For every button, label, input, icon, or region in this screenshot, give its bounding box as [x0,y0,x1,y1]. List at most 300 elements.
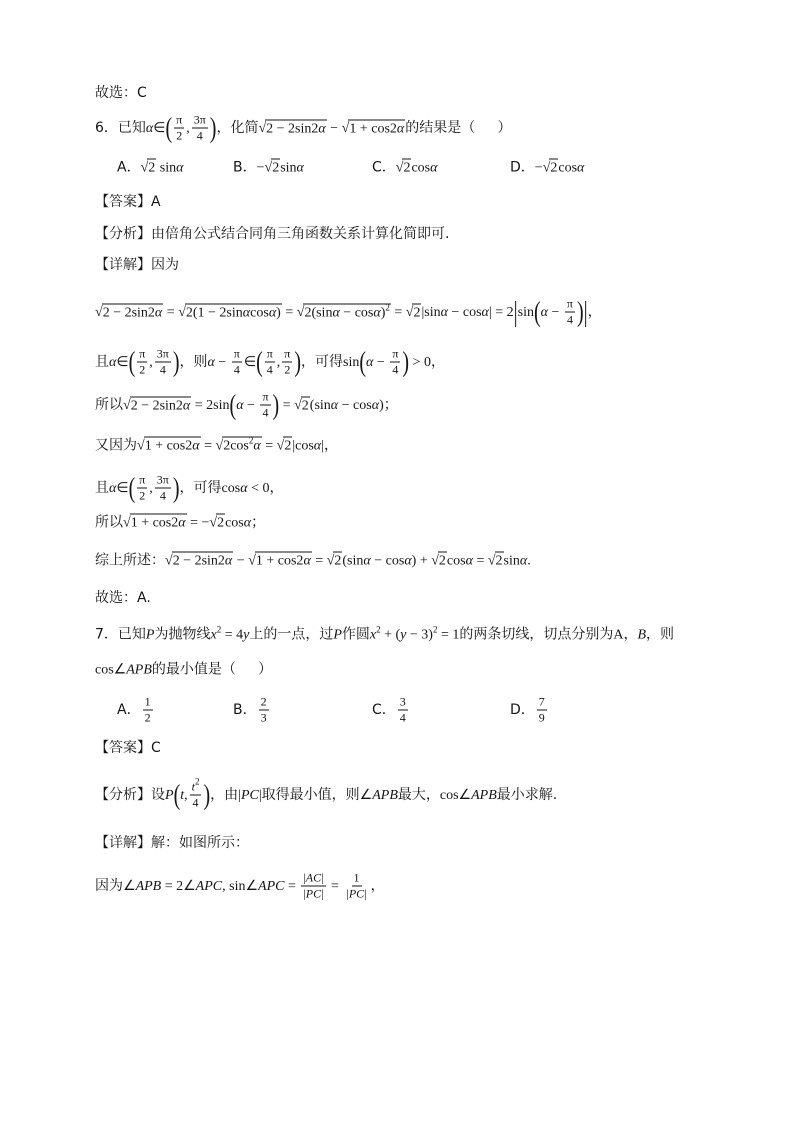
fraction-numerator [301,871,325,887]
math-text: 2 [272,160,280,176]
math-text: 2 [334,553,342,569]
radical-sign: √ [264,160,273,176]
fraction-denominator [137,363,147,378]
radical-sign: √ [276,438,285,454]
math-variable: α [224,553,233,569]
fraction [565,297,575,328]
text-line [95,833,249,853]
fraction-denominator [137,489,147,504]
large-delimiter: ) [209,112,217,144]
math-variable: α [242,305,251,320]
math-variable: α [577,160,585,176]
fraction [155,473,171,504]
math-variable: α [296,160,304,176]
option-item [372,158,510,179]
math-variable: α [318,121,326,136]
math-text: 2 [284,438,292,454]
math-variable: t [180,788,185,803]
math-text: 2 [217,515,225,531]
radical-sign: √ [542,160,551,176]
math-text: 2 [260,694,267,709]
radicand [301,396,310,413]
math-variable: x [210,627,217,643]
text-run: 所以 [95,397,123,413]
math-text: = 4 [221,627,244,643]
option-item [372,695,510,726]
absolute-value-bar: | [583,296,588,328]
large-delimiter: ( [128,472,136,504]
option-item [117,158,233,179]
text-line [95,738,161,758]
math-text: A [613,627,624,643]
fraction [143,695,153,726]
math-text: = [472,553,488,569]
math-variable: α [519,553,528,569]
radicand [438,552,447,569]
text-run: ，化简 [216,120,259,136]
math-variable: α [540,305,549,320]
math-text: (sin [309,398,331,413]
math-variable: APC [258,879,285,894]
fraction-denominator [158,489,168,504]
math-text: − [243,398,259,413]
math-text: cos∠ [95,662,127,678]
radical-sign: √ [395,160,404,176]
large-delimiter: ( [173,779,181,811]
math-text: , [276,355,281,370]
math-variable: α [243,515,252,531]
math-variable: α [330,398,339,413]
text-line [95,297,602,328]
math-text: 2 − 2sin2 [130,398,183,413]
superscript: 2 [385,302,390,312]
math-text: < 0 [247,481,270,496]
large-delimiter: ) [294,346,302,378]
large-delimiter: ) [272,389,280,421]
fraction-denominator [195,129,205,144]
option-label: D． [510,159,535,176]
text-run: 故选：A. [95,590,151,606]
radicand [255,552,312,569]
math-variable: α [109,355,117,370]
math-text: sin [503,553,520,569]
math-variable: α [332,305,340,320]
math-text: ) + [411,553,432,569]
math-text: ∠ [359,788,373,803]
fraction-denominator [282,363,292,378]
math-text: − [214,355,230,370]
text-run: ， [323,437,338,454]
text-run: 综上所述： [95,552,165,569]
math-variable: α [366,355,374,370]
math-text: − [373,355,389,370]
radicand [130,396,192,413]
math-variable: APB [126,662,152,678]
text-line [95,588,151,608]
math-text: π [139,346,146,361]
math-variable: α [182,398,191,413]
math-variable: P [333,627,342,643]
math-text: π [566,296,573,311]
fraction-denominator [232,363,242,378]
text-run: 【分析】设 [95,787,165,803]
math-text: cos [411,160,431,176]
math-variable: α [207,355,215,370]
text-run: 的最小值是（ ） [151,661,273,678]
fraction-numerator [232,347,242,363]
math-text: 2 [139,362,146,377]
math-text: 2 [148,160,156,176]
fraction [192,113,208,144]
text-run: 最大， [397,787,440,803]
text-run: 故选：C [95,85,147,101]
math-text: π [284,346,291,361]
math-text: = [281,305,297,320]
fraction [260,390,270,421]
text-run: ，由 [210,787,239,803]
math-variable: α [236,398,244,413]
math-text: − cos [339,305,374,320]
superscript: 2 [216,624,222,635]
math-text: | [238,788,241,803]
text-run: ， [269,480,284,496]
math-text: − cos [447,305,482,320]
math-text: 4 [233,362,240,377]
large-delimiter: ) [402,346,410,378]
radicand [185,303,282,320]
text-line [95,776,558,811]
text-run: ， [430,354,445,370]
radical-sign: √ [431,553,439,569]
radicand [147,159,156,176]
text-run: 最小求解. [496,787,558,803]
text-line [95,255,179,275]
math-text: 3π [193,112,206,127]
math-text: = − [186,515,210,531]
fraction-denominator [191,796,201,811]
radical-sign: √ [178,305,186,320]
math-text: = 2∠ [161,879,196,894]
fraction-denominator [143,711,153,726]
option-label: B． [233,702,257,718]
math-text: | [321,886,324,901]
superscript: 2 [376,624,381,635]
large-delimiter: ( [256,346,263,378]
math-text: | [364,886,367,901]
math-text: ∈ [243,355,257,370]
fraction-numerator [537,695,547,711]
radicand [216,514,225,531]
large-delimiter: ) [203,779,211,811]
math-text: 4 [196,128,203,143]
math-text: 4 [399,710,406,725]
fraction [301,871,325,902]
math-text: − cos [338,398,372,413]
math-text: 9 [538,710,545,725]
math-text: 3π [156,472,169,487]
math-variable: y [400,627,407,643]
math-text: π [176,112,183,127]
math-text: − cos [370,553,405,569]
text-run: ， [623,626,638,643]
text-line [95,390,398,421]
text-line [95,192,161,212]
math-text: 2 [550,160,558,176]
math-text: ) [276,305,281,320]
fraction-numerator [265,347,275,363]
math-text: cos [250,305,269,320]
text-line [95,625,674,646]
math-text: − [548,305,563,320]
option-item [233,695,372,726]
math-text: 1 + cos2 [349,121,397,136]
radical-sign: √ [123,398,131,413]
text-run: 【答案】C [95,740,161,756]
superscript: 2 [432,624,438,635]
text-run: 6．已知 [95,120,146,136]
math-text: , [184,788,188,803]
radicand [495,552,504,569]
math-variable: B [637,627,647,643]
large-delimiter: ( [229,389,237,421]
math-text: = 2 [491,305,514,320]
math-variable: α [154,305,163,320]
math-variable: α [253,438,261,454]
radical-sign: √ [95,305,103,320]
radicand [348,119,405,136]
math-text: − [256,160,265,176]
fraction-numerator [565,297,575,313]
text-line [95,660,272,681]
radical-sign: √ [341,121,350,136]
text-run: 所以 [95,514,123,531]
fraction [537,695,547,726]
math-text: | [488,305,492,320]
math-text: ∈ [153,121,166,136]
math-text: 1 + cos2 [144,438,193,454]
fraction-denominator [537,711,547,726]
fraction-numerator [282,347,292,363]
text-line [95,551,531,572]
radical-sign: √ [215,438,224,454]
math-variable: α [268,305,277,320]
math-text: cos∠ [439,788,472,803]
math-text: π [266,346,273,361]
math-text: 1 + cos2 [130,515,179,531]
math-text: 2 [139,488,146,503]
math-text: 1 [144,694,151,709]
math-text: cos [221,481,241,496]
math-text: 4 [566,312,573,327]
text-run: 且 [95,354,109,370]
math-variable: y [243,627,250,643]
math-text: π [262,389,269,404]
math-text: 7 [538,694,545,709]
math-text: ∠ [123,879,136,894]
fraction-numerator [155,473,171,489]
math-variable: α [363,553,371,569]
math-text: ) [379,398,384,413]
fraction-denominator [398,711,408,726]
math-text: 1 [353,870,360,885]
radicand [102,303,164,320]
large-delimiter: ( [128,346,136,378]
large-delimiter: ) [172,346,180,378]
math-variable: α [373,305,381,320]
text-run: 7．已知 [95,626,146,643]
radical-sign: √ [137,438,145,454]
fraction [259,695,269,726]
fraction-numerator [398,695,408,711]
math-variable: α [404,553,412,569]
answer-options [117,158,584,179]
option-label: B． [233,159,257,176]
math-text: |sin [421,305,441,320]
math-text: + ( [380,627,401,643]
math-variable: α [145,121,154,136]
option-item [233,158,372,179]
text-run: 取得最小值，则 [261,787,360,803]
text-run: ， [370,878,385,894]
math-variable: APB [372,788,398,803]
math-variable: α [192,438,200,454]
fraction [398,695,408,726]
math-text: | [258,788,262,803]
text-run: 为抛物线 [154,626,211,643]
text-line [95,513,265,534]
math-variable: α [303,553,311,569]
math-text: | [303,886,306,901]
math-text: 2(1 − 2sin [185,305,243,320]
math-text: | [321,438,324,454]
math-text: 2(sin [304,305,333,320]
fraction-numerator [143,695,153,711]
math-text: cos [225,515,244,531]
fraction [390,347,400,378]
fraction-denominator [265,363,275,378]
text-line [95,436,338,457]
math-text: π [139,472,146,487]
radical-sign: √ [248,553,256,569]
radical-sign: √ [165,553,173,569]
math-text: π [233,346,240,361]
math-variable: P [165,788,174,803]
math-text: cos [558,160,578,176]
math-variable: α [371,398,380,413]
math-variable: α [109,481,117,496]
fraction [282,347,292,378]
math-text: , [149,481,153,496]
option-item [117,695,233,726]
math-variable: α [465,553,473,569]
text-run: 【详解】解：如图所示： [95,835,249,851]
math-text: = 2sin [191,398,230,413]
math-variable: α [430,160,438,176]
text-line [95,347,445,378]
math-text: − [534,160,543,176]
fraction-denominator [390,363,400,378]
fraction [174,113,184,144]
math-text: 2 [403,160,411,176]
math-variable: t [191,779,195,794]
fraction [137,347,147,378]
radical-sign: √ [405,305,414,320]
superscript: 2 [248,435,254,446]
radical-sign: √ [326,553,335,569]
math-text: − 3) [406,627,433,643]
math-variable: PC [305,886,322,901]
math-variable: α [396,121,405,136]
fraction-denominator [344,887,368,902]
math-text: = [311,553,327,569]
math-variable: PC [348,886,365,901]
radical-sign: √ [123,515,131,531]
math-text: 2 − 2sin2 [172,553,225,569]
text-line [95,83,147,103]
radicand [172,552,234,569]
answer-options [117,695,549,726]
fraction [232,347,242,378]
large-delimiter: ) [172,472,180,504]
radicand [144,437,201,454]
math-text: 3 [260,710,267,725]
option-label: A． [117,702,141,718]
math-text: 1 + cos2 [255,553,304,569]
text-run: 【详解】因为 [95,257,179,273]
large-delimiter: ) [576,296,584,328]
math-variable: α [313,438,322,454]
text-run: ，可得 [179,480,222,496]
text-run: 的两条切线，切点分别为 [459,626,614,643]
math-text: ∈ [116,355,129,370]
math-variable: AC [305,870,322,885]
option-label: C． [372,159,396,176]
math-text: sin [343,355,360,370]
math-text: 4 [262,405,269,420]
math-text: 2 [144,710,151,725]
fraction-numerator [192,113,208,129]
text-line [95,871,385,902]
math-text: | [303,870,306,885]
text-run: 因为 [95,878,123,894]
text-run: 作圆 [341,626,370,643]
math-text: sin [156,160,177,176]
math-text: = [279,398,295,413]
math-text: , sin∠ [222,879,259,894]
math-text: sin [517,305,534,320]
math-variable: α [240,481,248,496]
math-variable: α [481,305,489,320]
fraction-denominator [565,313,575,328]
fraction-denominator [158,363,168,378]
radicand [222,437,262,454]
math-text: 2 [176,128,183,143]
math-text: 4 [159,488,166,503]
math-variable: APC [195,879,223,894]
text-run: 【分析】由倍角公式结合同角三角函数关系计算化简即可. [95,226,450,242]
math-text: 4 [159,362,166,377]
math-text: | [346,886,349,901]
absolute-value-bar: | [513,296,518,328]
radicand [130,514,187,531]
option-label: D． [510,702,535,718]
math-text: sin [280,160,297,176]
text-line [95,113,512,144]
math-text: 2 [495,553,503,569]
math-text: 2 − 2sin2 [266,121,319,136]
math-text: 3 [399,694,406,709]
radicand [283,437,292,454]
